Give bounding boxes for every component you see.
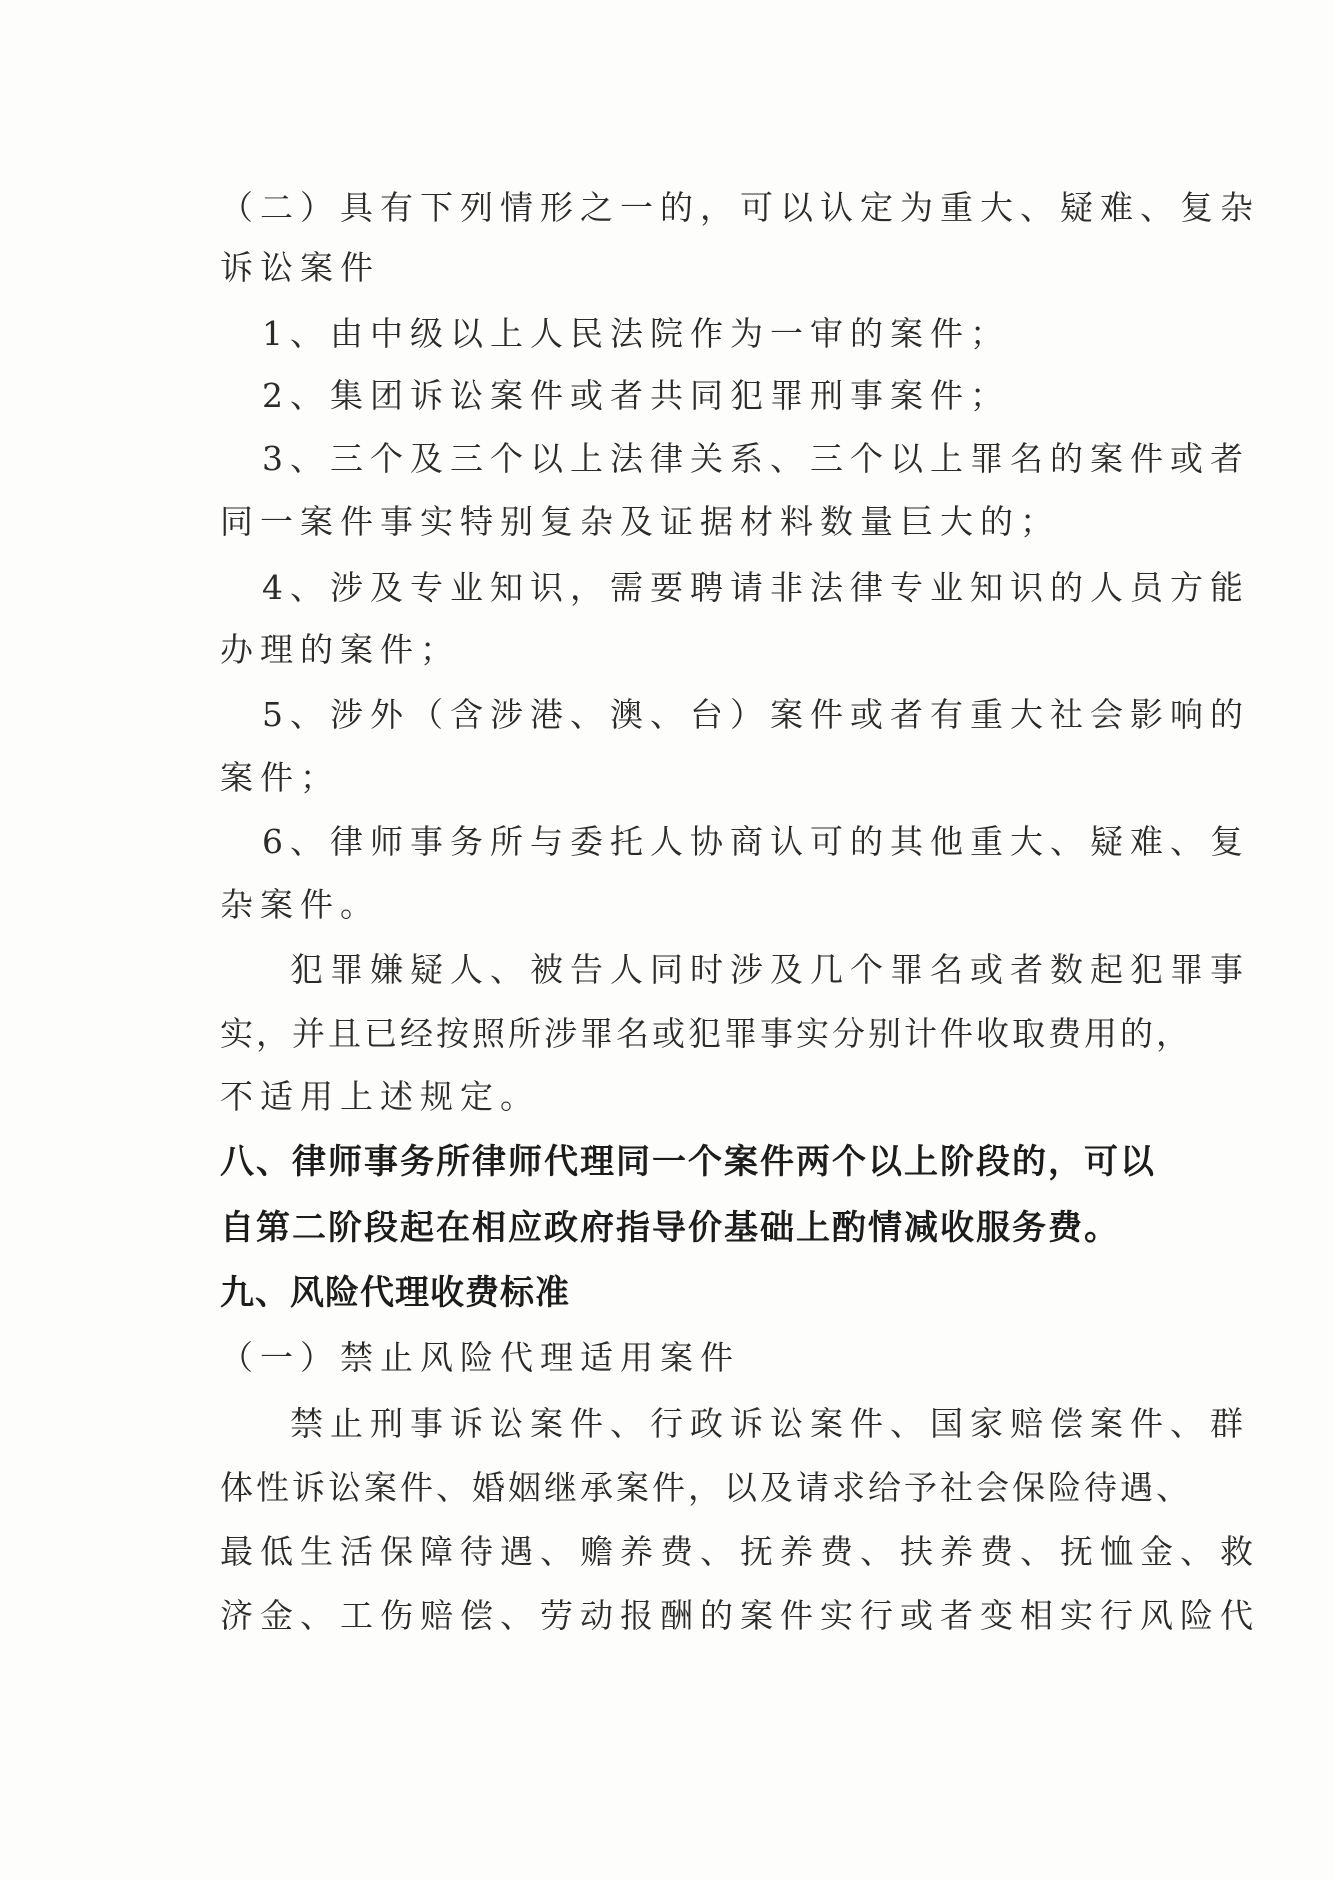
list-item-6-cont: 杂案件。	[220, 885, 380, 924]
paragraph-exception-end: 不适用上述规定。	[220, 1077, 540, 1116]
subsection-heading-2: （二）具有下列情形之一的，可以认定为重大、疑难、复杂	[220, 188, 1260, 227]
paragraph-prohibited-line2: 体性诉讼案件、婚姻继承案件，以及请求给予社会保险待遇、	[220, 1468, 1192, 1507]
list-item-1: 1、由中级以上人民法院作为一审的案件；	[262, 314, 1010, 353]
paragraph-exception-cont: 实，并且已经按照所涉罪名或犯罪事实分别计件收取费用的，	[220, 1014, 1192, 1053]
subsection-heading-2-cont: 诉讼案件	[220, 248, 380, 287]
list-item-5: 5、涉外（含涉港、澳、台）案件或者有重大社会影响的	[262, 695, 1250, 734]
list-item-2: 2、集团诉讼案件或者共同犯罪刑事案件；	[262, 376, 1010, 415]
list-item-4: 4、涉及专业知识，需要聘请非法律专业知识的人员方能	[262, 568, 1250, 607]
list-item-3: 3、三个及三个以上法律关系、三个以上罪名的案件或者	[262, 439, 1250, 478]
section-8-heading: 八、律师事务所律师代理同一个案件两个以上阶段的，可以	[220, 1142, 1156, 1182]
paragraph-prohibited-line3: 最低生活保障待遇、赡养费、抚养费、扶养费、抚恤金、救	[220, 1532, 1260, 1571]
subsection-heading-1: （一）禁止风险代理适用案件	[220, 1338, 740, 1377]
list-item-4-cont: 办理的案件；	[220, 630, 460, 669]
paragraph-exception: 犯罪嫌疑人、被告人同时涉及几个罪名或者数起犯罪事	[290, 950, 1250, 989]
paragraph-prohibited-line4: 济金、工伤赔偿、劳动报酬的案件实行或者变相实行风险代	[220, 1596, 1260, 1635]
list-item-3-cont: 同一案件事实特别复杂及证据材料数量巨大的；	[220, 502, 1060, 541]
paragraph-prohibited: 禁止刑事诉讼案件、行政诉讼案件、国家赔偿案件、群	[290, 1404, 1250, 1443]
section-9-heading: 九、风险代理收费标准	[220, 1273, 570, 1313]
section-8-heading-cont: 自第二阶段起在相应政府指导价基础上酌情减收服务费。	[220, 1208, 1120, 1248]
list-item-5-cont: 案件；	[220, 758, 340, 797]
list-item-6: 6、律师事务所与委托人协商认可的其他重大、疑难、复	[262, 822, 1250, 861]
